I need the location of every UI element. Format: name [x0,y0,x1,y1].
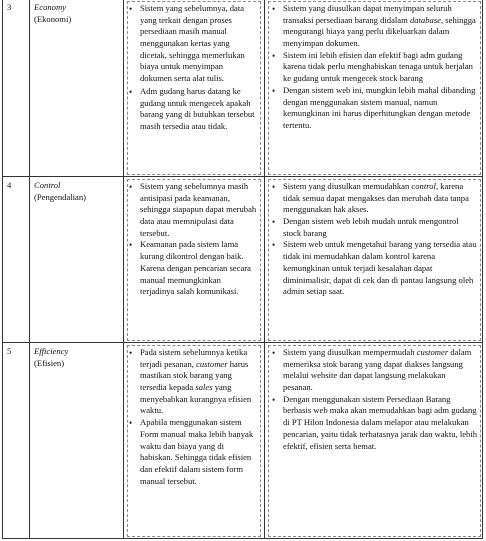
list-item: • Sistem yang diusulkan mempermudah customer dalam memeriksa stok barang yang dapat diakses langsung melalui website dan dapat langsung melakukan pesanan. [283,347,477,394]
list-item: • Sistem yang diusulkan memudahkan control, karena tidak semua dapat mengakses dan merubah data tanpa menggunakan hak akses. [283,181,477,216]
list-item: • Dengan sistem web ini, mungkin lebih mahal dibanding dengan menggunakan sistem manual, namun kemungkinan ini harus diperhitungkan dengan metode tertentu. [283,85,477,132]
table-row [2,0,483,177]
list-item: • Sistem web untuk mengetahui barang yang tersedia atau tidak ini memudahkan dalam kontrol karena kemungkinan untuk terjadi kesalahan dapat diminimalisir, dapat di cek dan di pantau langsung oleh admin setiap saat. [283,239,477,297]
new-system-cell [265,0,484,176]
list-item: • Sistem ini lebih efisien dan efektif bagi adm gudang karena tidak perlu menghabiskan tenaga untuk berjalan ke gudang untuk mengecek stock barang [283,50,477,85]
aspect-cell [30,343,124,538]
aspect-indonesian: (Pengendalian) [34,191,87,202]
aspect-cell [30,0,124,176]
list-item: • Dengan sistem web lebih mudah untuk mengontrol stock barang [283,216,477,239]
aspect-cell [30,177,124,342]
old-system-cell [124,0,265,176]
aspect-indonesian: (Ekonomi) [34,13,72,24]
list-item: • Keamanan pada sistem lama kurang dikontrol dengan baik. Karena dengan pencarian secara manual memungkinkan terjadinya salah komunikasi. [140,239,257,297]
aspect-english: Economy [34,2,66,12]
list-item: • Pada sistem sebelumnya ketika terjadi pesanan, customer harus mastikan stok barang yang tersedia kepada sales yang menyebabkan kurangnya efisien waktu. [140,347,257,417]
list-item: • Sistem yang diusulkan dapat menyimpan seluruh transaksi persediaan barang didalam database, sehingga mengurangi biaya yang perlu dikeluarkan dalam menyimpan dokumen. [283,3,477,50]
new-system-cell [265,343,484,538]
aspect-english: Control [34,180,61,190]
new-system-cell [265,177,484,342]
comparison-table [2,0,483,540]
aspect-indonesian: (Efisien) [34,357,65,368]
table-row [2,177,483,343]
old-system-cell [124,343,265,538]
list-item: • Sistem yang sebelumnya masih antisipasi pada keamanan, sehingga siapapun dapat merubah data atau memnipulasi data tersebut. [140,181,257,239]
list-item: • Apabila menggunakan sistem Form manual maka lebih banyak waktu dan biaya yang di habiskan. Sehingga tidak efisien dan efektif dalam sistem form manual tersebut. [140,417,257,487]
old-system-cell [124,177,265,342]
row-number: 3 [3,0,30,176]
list-item: • Dengan menggunakan sistem Persediaan Barang berbasis web maka akan memudahkan bagi adm gudang di PT Hilon Indonesia dalam melapor atau melakukan pencarian, yaitu tidak terbatasnya jarak dan waktu, lebih efektif, efisien serta hemat. [283,394,477,452]
table-row [2,343,483,539]
aspect-english: Efficiency [34,346,69,356]
list-item: • Sistem yang sebelumnya, data yang terkait dengan proses persediaan masih manual menggunakan kertas yang dicetak, sehingga memerlukan biaya untuk menyimpan dokumen serta alat tulis. [140,3,257,85]
row-number: 5 [3,343,30,538]
list-item: • Adm gudang harus datang ke gudang untuk mengecek apakah barang yang di butuhkan tersebut masih tersedia atau tidak. [140,86,257,133]
row-number: 4 [3,177,30,342]
